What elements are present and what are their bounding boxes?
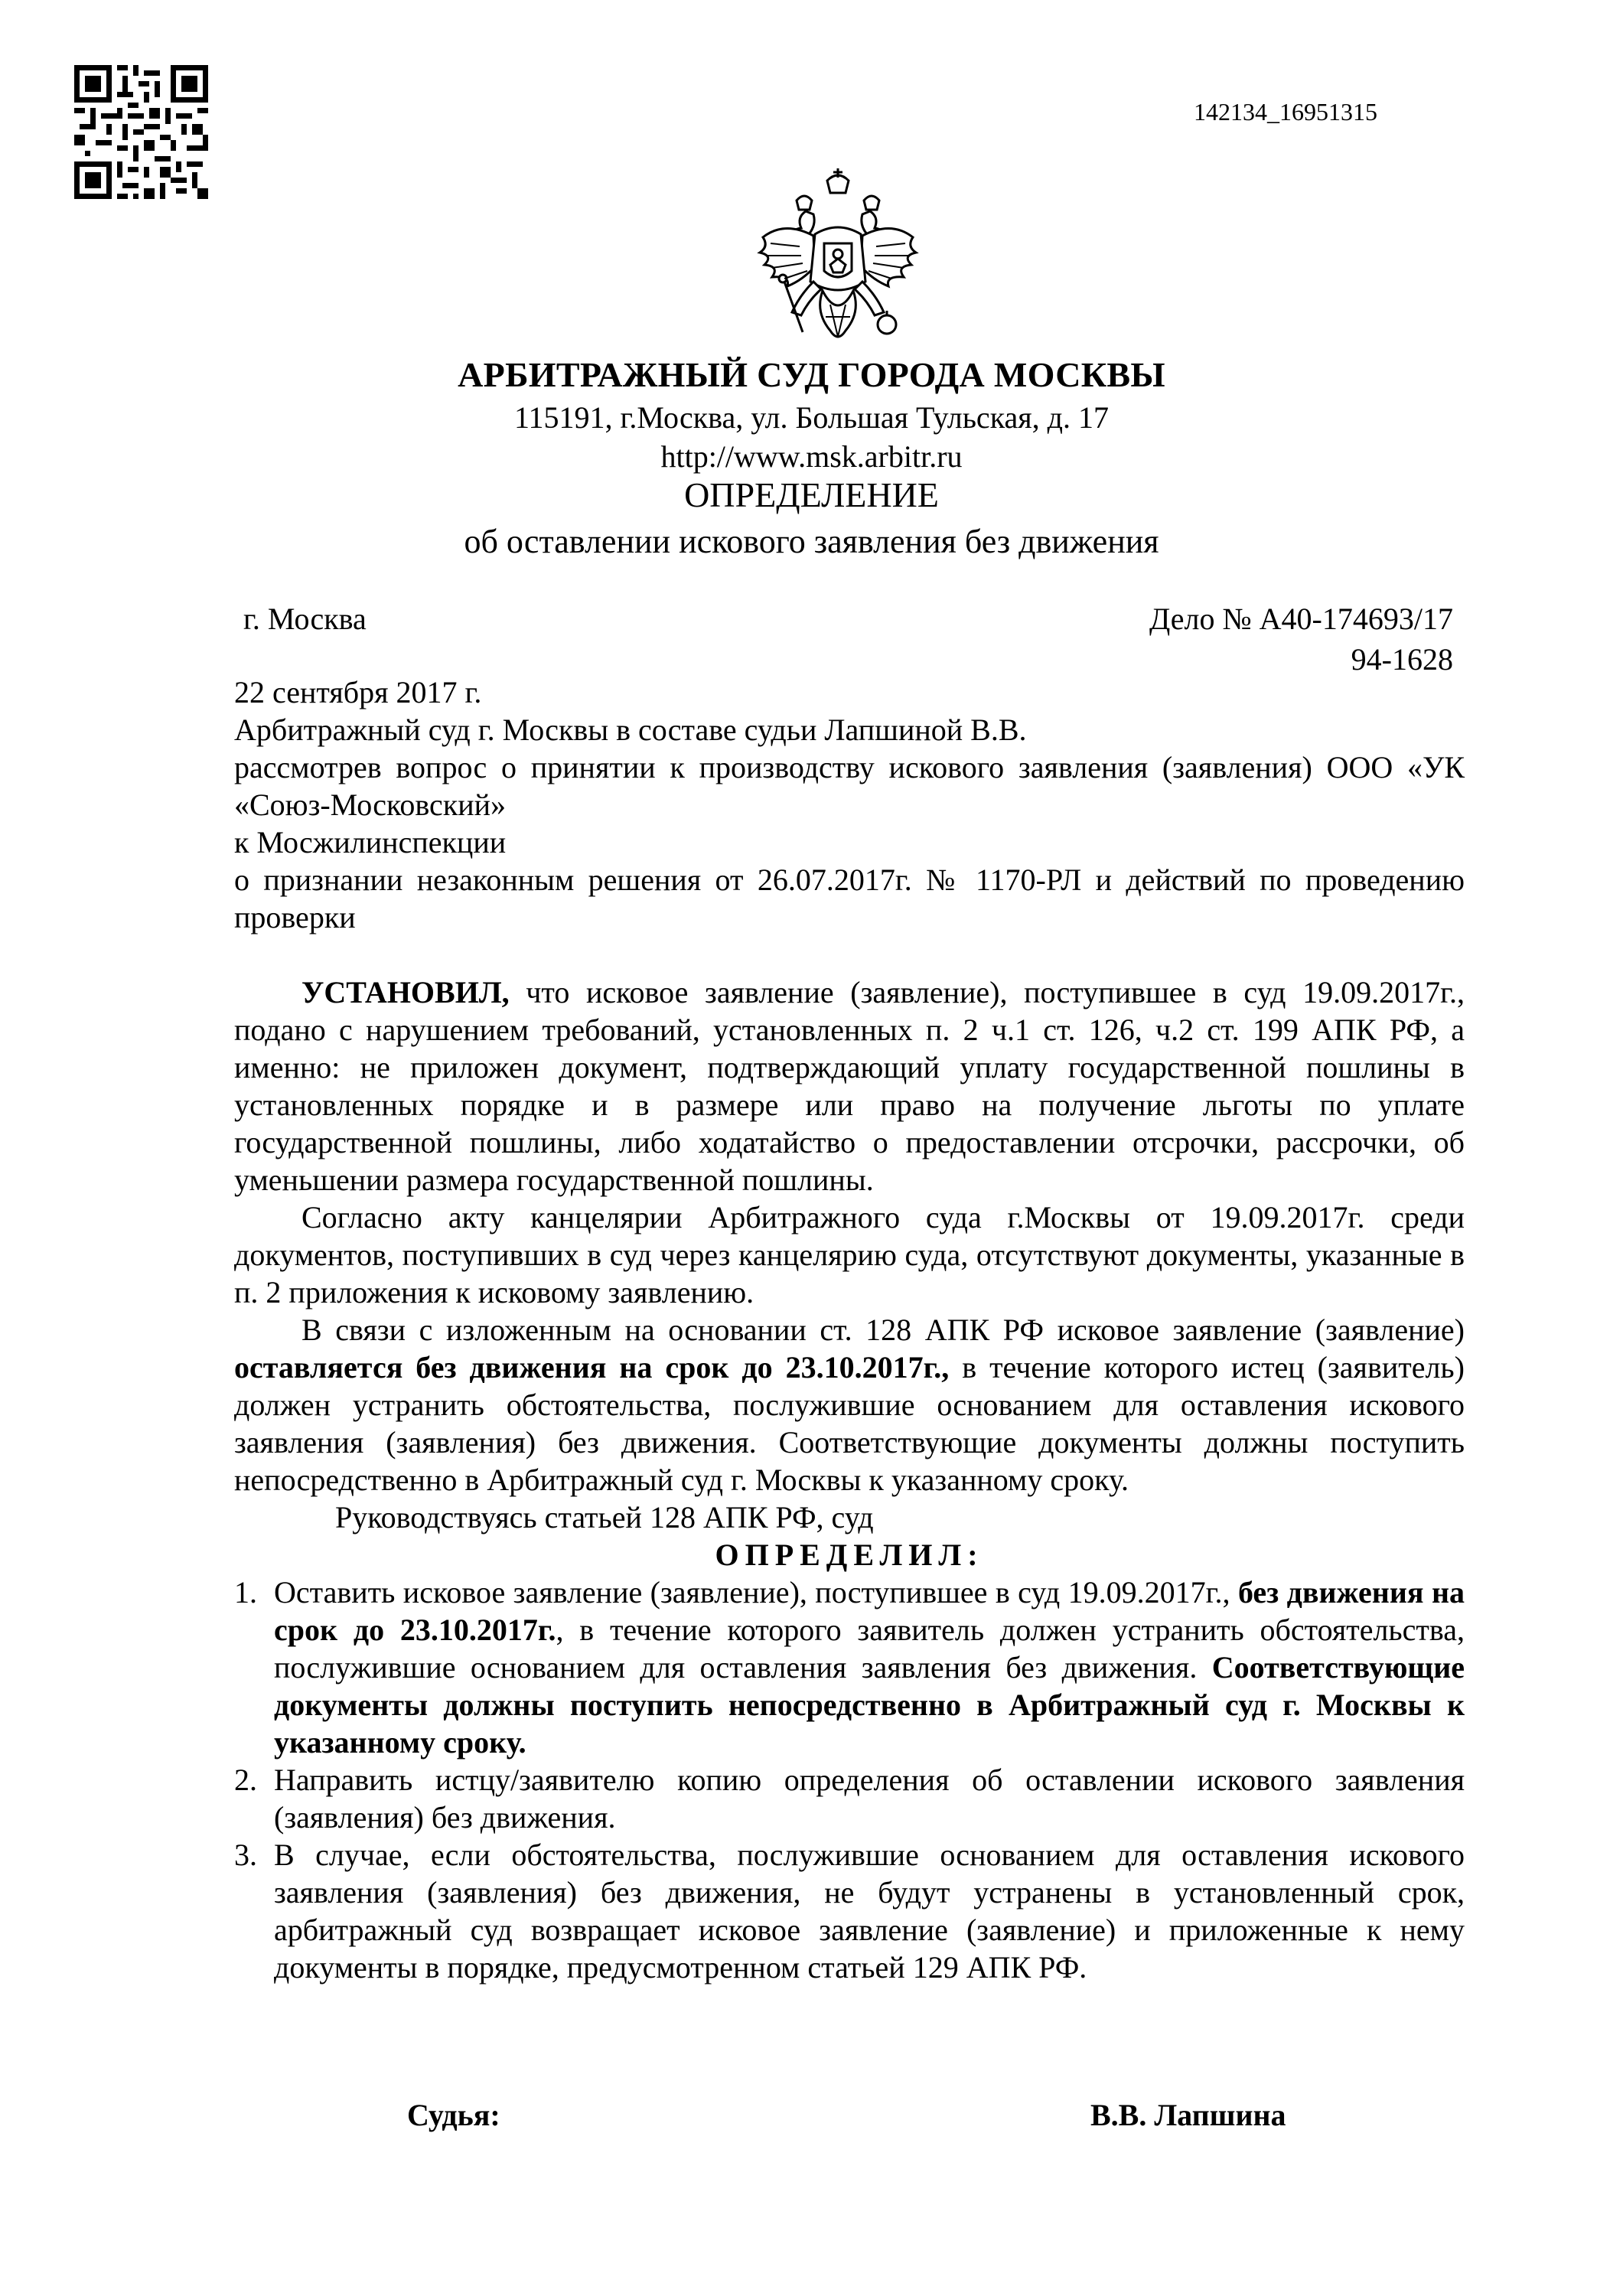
consequence-text-before: В связи с изложенным на основании ст. 128 АПК РФ исковое заявление (заявление) xyxy=(301,1313,1465,1347)
qr-code xyxy=(74,65,208,199)
ruling-text: В случае, если обстоятельства, послужившие основанием для оставления искового заявления (заявления) без движения, не будут устранены в установленный срок, арбитражный суд возвращает исковое заявление (заявление) и приложенные к нему документы в порядке, предусмотренном статьей 129 АПК РФ. xyxy=(274,1838,1465,1985)
court-website[interactable]: http://www.msk.arbitr.ru xyxy=(660,439,963,474)
ruling-item xyxy=(234,1761,1465,1836)
established-keyword: УСТАНОВИЛ, xyxy=(301,975,510,1009)
defendant: к Мосжилинспекции xyxy=(234,825,507,859)
decided-heading: ОПРЕДЕЛИЛ: xyxy=(715,1538,984,1572)
court-address: 115191, г.Москва, ул. Большая Тульская, д. 17 xyxy=(513,400,1110,435)
consequence-paragraph xyxy=(234,1311,1465,1499)
city: г. Москва xyxy=(243,602,367,636)
judge-label: Судья: xyxy=(407,2098,500,2132)
ruling-item xyxy=(234,1836,1465,1986)
document-title: ОПРЕДЕЛЕНИЕ xyxy=(684,475,939,514)
ruling-number: 2. xyxy=(234,1763,257,1797)
case-code: 94-1628 xyxy=(1351,642,1453,677)
court-name: АРБИТРАЖНЫЙ СУД ГОРОДА МОСКВЫ xyxy=(458,355,1165,394)
ruling-item xyxy=(234,1574,1465,1761)
ruling-deadline: без движения на срок до 23.10.2017г. xyxy=(274,1575,1465,1647)
established-text: что исковое заявление (заявление), поступившее в суд 19.09.2017г., подано с нарушением требований, установленных п. 2 ч.1 ст. 126, ч.2 ст. 199 АПК РФ, а именно: не приложен документ, подтверждающий уплату государственной пошлины в установленных порядке и в размере или право на получение льготы по уплате государственной пошлины, либо ходатайство о предоставлении отсрочки, рассрочки, об уменьшении размера государственной пошлины. xyxy=(234,975,1465,1197)
document-date: 22 сентября 2017 г. xyxy=(234,675,482,709)
court-composition: Арбитражный суд г. Москвы в составе судьи Лапшиной В.В. xyxy=(234,713,1027,747)
considering-paragraph: рассмотрев вопрос о принятии к производству искового заявления (заявления) ООО «УК «Союз-Московский» xyxy=(234,750,1465,822)
coat-of-arms-emblem xyxy=(754,167,922,362)
judge-name: В.В. Лапшина xyxy=(1090,2098,1286,2132)
document-id: 142134_16951315 xyxy=(1194,98,1377,126)
ruling-text: Оставить исковое заявление (заявление), поступившее в суд 19.09.2017г., xyxy=(274,1575,1238,1609)
rulings-list xyxy=(234,1574,1465,1986)
guided-by-paragraph: Руководствуясь статьей 128 АПК РФ, суд xyxy=(335,1500,874,1534)
office-act-paragraph: Согласно акту канцелярии Арбитражного суда г.Москвы от 19.09.2017г. среди документов, поступивших в суд через канцелярию суда, отсутствуют документы, указанные в п. 2 приложения к исковому заявлению. xyxy=(234,1200,1465,1309)
established-paragraph xyxy=(234,974,1465,1199)
claim-subject: о признании незаконным решения от 26.07.2017г. № 1170-РЛ и действий по проведению проверки xyxy=(234,863,1465,934)
ruling-text: , в течение которого заявитель должен устранить обстоятельства, послужившие основанием для оставления заявления без движения. xyxy=(274,1613,1465,1684)
document-subtitle: об оставлении искового заявления без движения xyxy=(464,523,1159,560)
consequence-deadline: оставляется без движения на срок до 23.10.2017г., xyxy=(234,1350,950,1384)
consequence-text-after: в течение которого истец (заявитель) должен устранить обстоятельства, послужившие основанием для оставления искового заявления (заявления) без движения. Соответствующие документы должны поступить непосредственно в Арбитражный суд г. Москвы к указанному сроку. xyxy=(234,1350,1465,1497)
ruling-number: 3. xyxy=(234,1838,257,1872)
document-body xyxy=(234,673,1465,1986)
ruling-number: 1. xyxy=(234,1575,257,1609)
ruling-emphasis: Соответствующие документы должны поступить непосредственно в Арбитражный суд г. Москвы к указанному сроку. xyxy=(274,1650,1465,1760)
case-number: Дело № А40-174693/17 xyxy=(1149,602,1453,636)
ruling-text: Направить истцу/заявителю копию определения об оставлении искового заявления (заявления) без движения. xyxy=(274,1763,1465,1835)
